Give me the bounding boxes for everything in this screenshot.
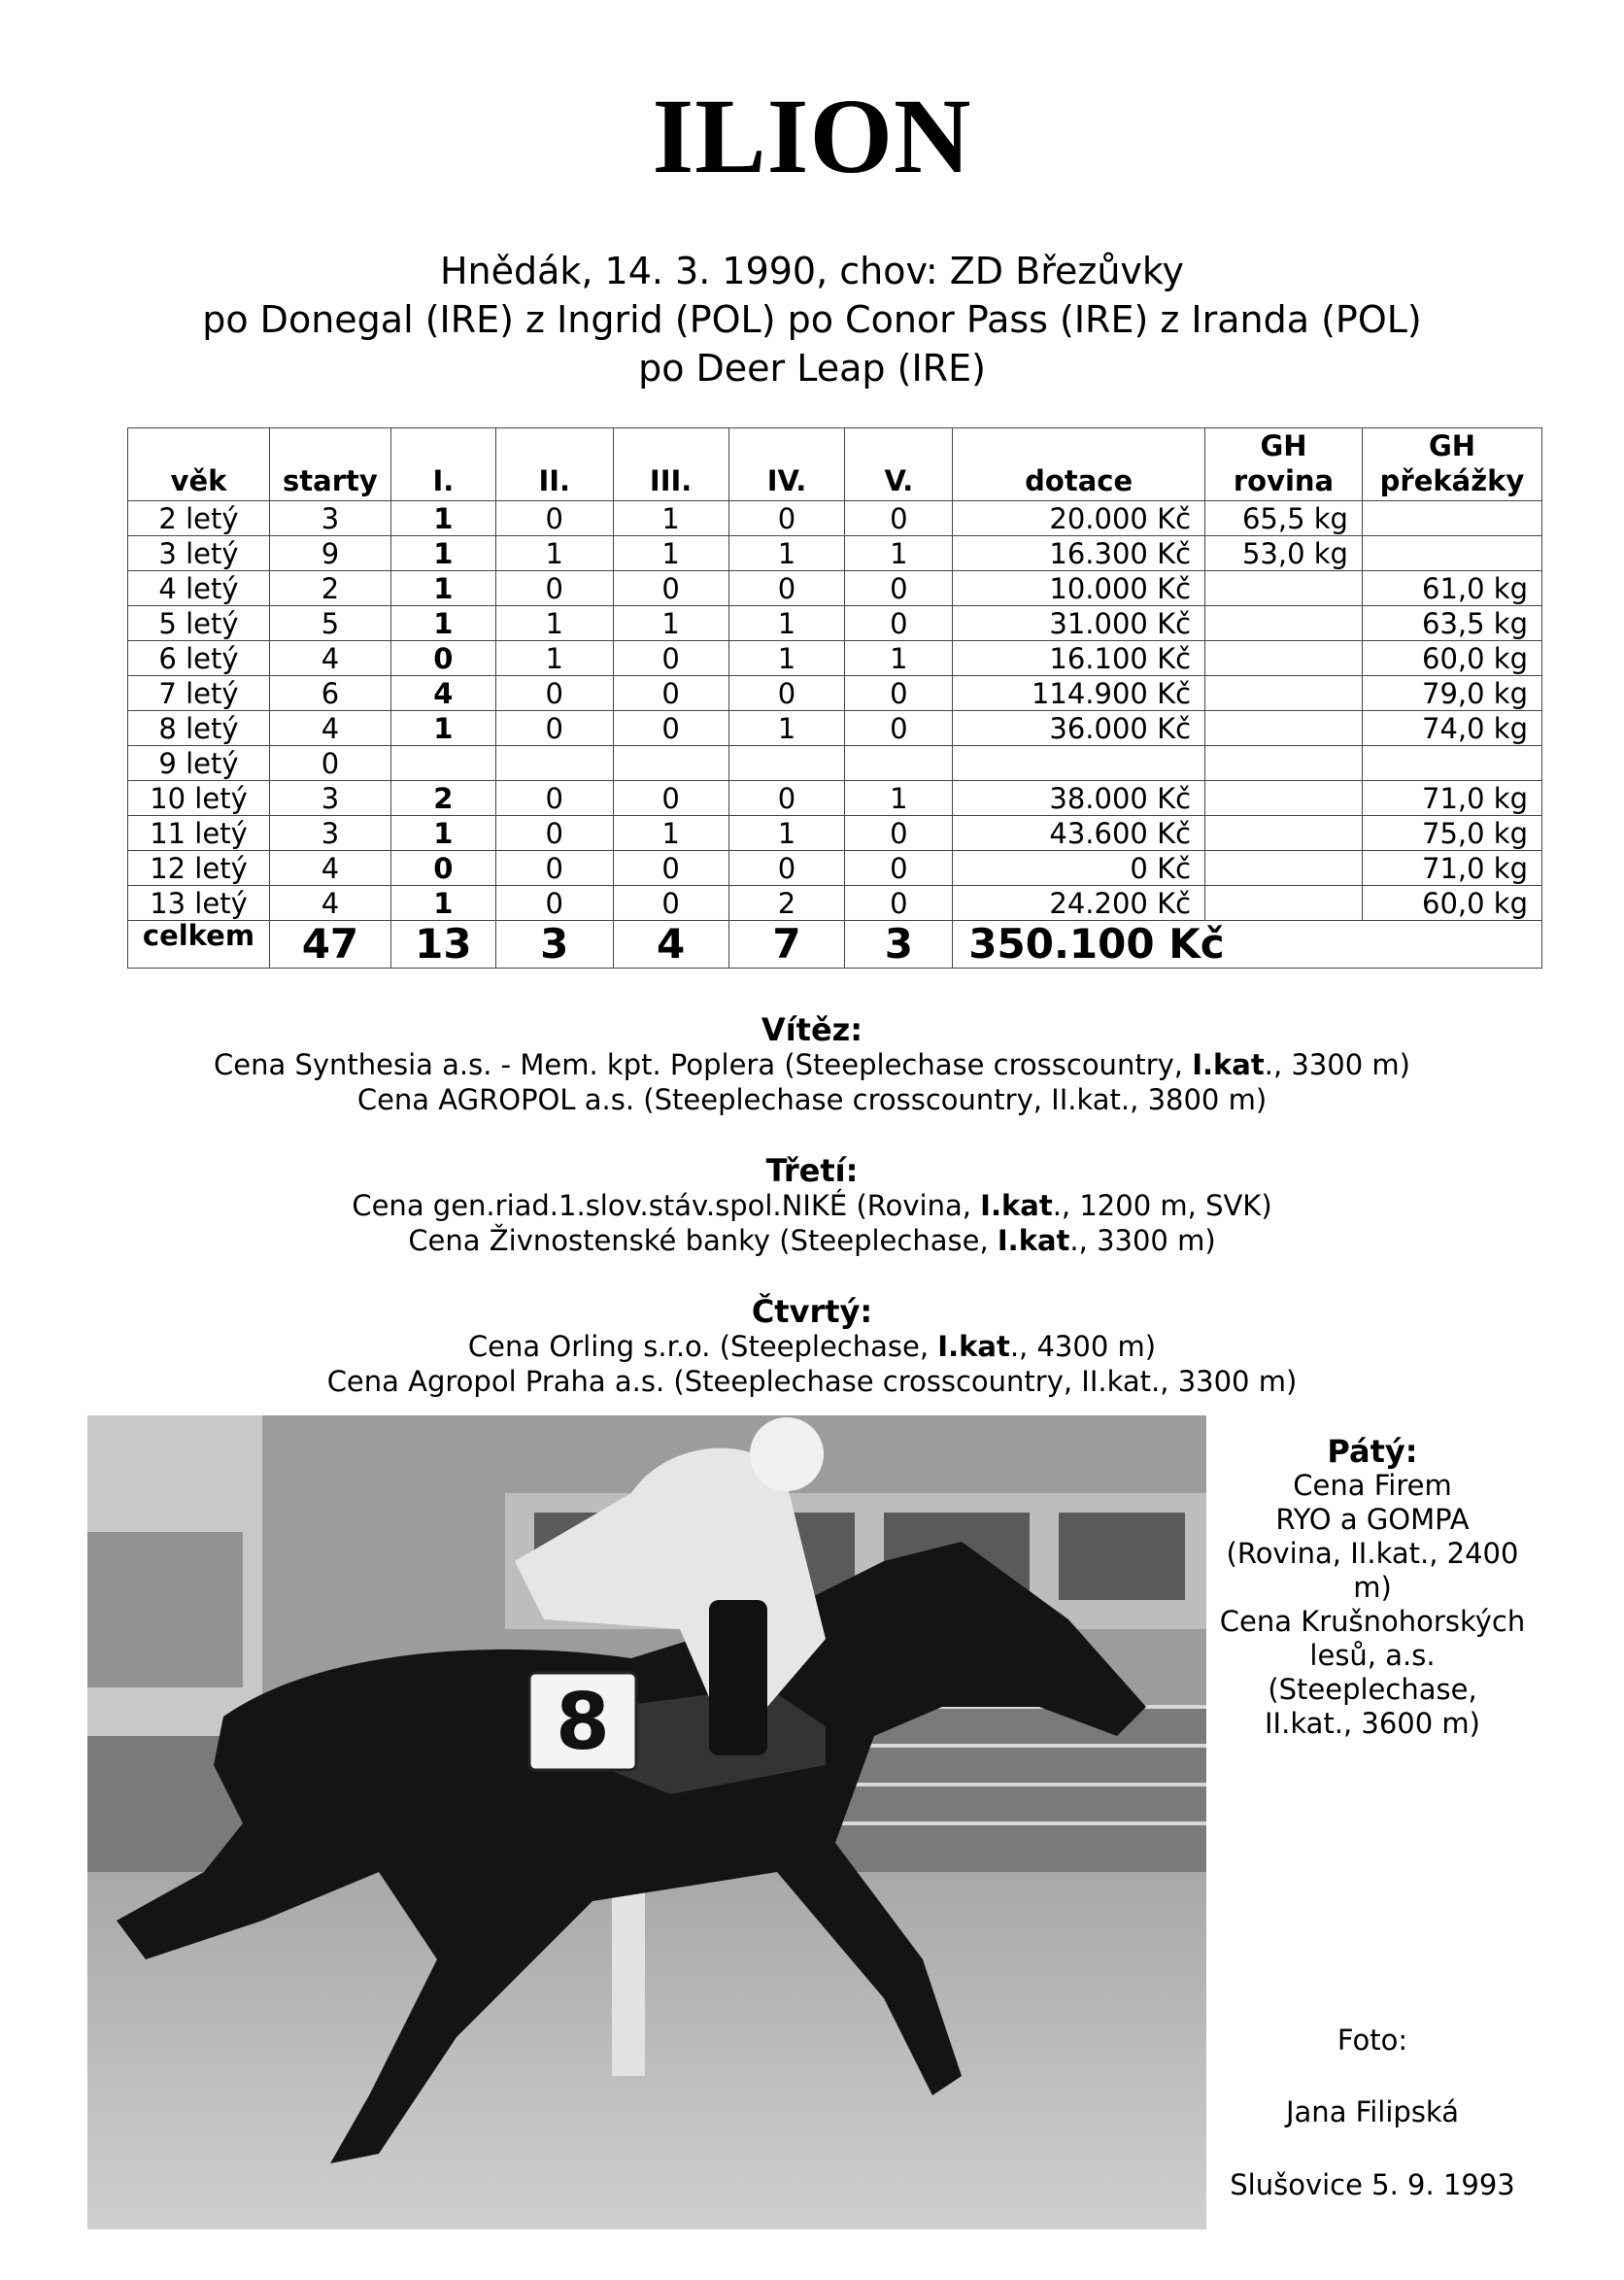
horse-photo	[87, 1415, 1206, 2229]
table-cell: 4	[390, 676, 495, 711]
fifth-line-6: (Steeplechase,	[1268, 1673, 1477, 1706]
table-header-row	[128, 428, 1542, 501]
column-header: věk	[128, 428, 270, 501]
table-cell: 0	[728, 851, 845, 886]
table-cell: 10 letý	[128, 781, 270, 816]
table-cell: 0	[495, 676, 613, 711]
fifth-line-3: (Rovina, II.kat., 2400 m)	[1226, 1537, 1519, 1604]
column-header: GH překážky	[1362, 428, 1541, 501]
table-cell: 4	[269, 711, 390, 746]
table-row	[128, 571, 1542, 606]
total-label: celkem	[128, 921, 270, 969]
table-cell: 31.000 Kč	[953, 606, 1205, 641]
table-cell: 79,0 kg	[1362, 676, 1541, 711]
table-cell: 36.000 Kč	[953, 711, 1205, 746]
table-cell: 0	[845, 711, 953, 746]
table-cell	[495, 746, 613, 781]
table-cell: 3	[269, 501, 390, 536]
table-cell: 1	[845, 781, 953, 816]
table-cell: 0	[495, 781, 613, 816]
total-cell: 3	[845, 921, 953, 969]
table-cell: 0	[845, 676, 953, 711]
fourth-section	[0, 1294, 1624, 1399]
table-cell: 1	[495, 536, 613, 571]
table-cell: 0	[495, 571, 613, 606]
table-cell: 1	[495, 606, 613, 641]
table-cell: 9 letý	[128, 746, 270, 781]
total-cell: 3	[495, 921, 613, 969]
saddle-number: 8	[556, 1677, 610, 1767]
table-cell: 0	[845, 851, 953, 886]
table-cell: 8 letý	[128, 711, 270, 746]
table-cell	[390, 746, 495, 781]
pedigree-line: po Donegal (IRE) z Ingrid (POL) po Conor Pass (IRE) z Iranda (POL)	[202, 298, 1422, 341]
race-stats-table	[127, 427, 1542, 969]
table-cell: 1	[390, 886, 495, 921]
column-header: GH rovina	[1205, 428, 1363, 501]
table-cell: 1	[845, 536, 953, 571]
table-cell	[1205, 746, 1363, 781]
pedigree-line-2: po Deer Leap (IRE)	[638, 347, 986, 390]
table-cell: 11 letý	[128, 816, 270, 851]
table-cell: 7 letý	[128, 676, 270, 711]
table-cell: 1	[728, 816, 845, 851]
table-cell: 71,0 kg	[1362, 851, 1541, 886]
table-cell	[613, 746, 728, 781]
table-cell: 2 letý	[128, 501, 270, 536]
table-cell: 2	[728, 886, 845, 921]
table-cell: 0	[495, 816, 613, 851]
photo-author: Jana Filipská	[1285, 2095, 1459, 2128]
table-cell: 0	[495, 501, 613, 536]
horse-info-line: Hnědák, 14. 3. 1990, chov: ZD Březůvky	[439, 250, 1185, 292]
column-header: III.	[613, 428, 728, 501]
table-cell: 6	[269, 676, 390, 711]
table-cell	[1205, 886, 1363, 921]
table-cell	[1205, 606, 1363, 641]
table-cell: 0	[495, 886, 613, 921]
total-cell: 47	[269, 921, 390, 969]
table-cell: 0	[845, 606, 953, 641]
table-cell: 1	[495, 641, 613, 676]
photo-place-date: Slušovice 5. 9. 1993	[1230, 2168, 1515, 2201]
table-cell	[1205, 711, 1363, 746]
table-cell: 1	[613, 816, 728, 851]
table-row	[128, 606, 1542, 641]
column-header: IV.	[728, 428, 845, 501]
fifth-line-4: Cena Krušnohorských	[1219, 1605, 1526, 1638]
table-cell: 0	[613, 571, 728, 606]
table-cell: 1	[390, 536, 495, 571]
page-title: ILION	[652, 77, 972, 195]
table-cell: 1	[613, 606, 728, 641]
table-cell: 0	[613, 641, 728, 676]
table-cell: 1	[390, 571, 495, 606]
table-cell: 20.000 Kč	[953, 501, 1205, 536]
fifth-line-5: lesů, a.s.	[1309, 1639, 1436, 1672]
column-header: starty	[269, 428, 390, 501]
table-cell: 3	[269, 781, 390, 816]
table-row	[128, 816, 1542, 851]
table-cell	[728, 746, 845, 781]
table-cell: 0	[728, 676, 845, 711]
winner-section	[0, 1012, 1624, 1117]
table-cell: 1	[613, 501, 728, 536]
table-cell: 5 letý	[128, 606, 270, 641]
table-cell: 71,0 kg	[1362, 781, 1541, 816]
table-cell: 0	[845, 571, 953, 606]
total-cell: 13	[390, 921, 495, 969]
table-cell: 4	[269, 641, 390, 676]
table-cell	[1205, 816, 1363, 851]
table-cell: 0	[613, 711, 728, 746]
total-cell: 7	[728, 921, 845, 969]
table-row	[128, 641, 1542, 676]
table-cell: 74,0 kg	[1362, 711, 1541, 746]
table-cell	[845, 746, 953, 781]
fifth-section	[1210, 1435, 1535, 1741]
fourth-race-2: Cena Agropol Praha a.s. (Steeplechase crosscountry, II.kat., 3300 m)	[326, 1365, 1298, 1398]
horse-photo-drawing	[87, 1415, 1206, 2229]
table-cell: 1	[390, 816, 495, 851]
total-row	[128, 921, 1542, 969]
table-cell: 9	[269, 536, 390, 571]
third-race-1: Cena gen.riad.1.slov.stáv.spol.NIKÉ (Rovina, I.kat., 1200 m, SVK)	[352, 1189, 1272, 1222]
table-cell: 1	[845, 641, 953, 676]
table-cell: 1	[390, 501, 495, 536]
table-cell: 12 letý	[128, 851, 270, 886]
table-cell	[1205, 851, 1363, 886]
table-cell	[1205, 781, 1363, 816]
table-cell: 4 letý	[128, 571, 270, 606]
table-cell	[1205, 676, 1363, 711]
table-row	[128, 676, 1542, 711]
table-cell	[1205, 641, 1363, 676]
table-cell: 13 letý	[128, 886, 270, 921]
total-prize: 350.100 Kč	[953, 921, 1542, 969]
photo-label: Foto:	[1336, 2024, 1408, 2057]
table-cell: 1	[728, 606, 845, 641]
winner-heading: Vítěz:	[761, 1011, 863, 1048]
table-cell: 0	[269, 746, 390, 781]
fifth-line-2: RYO a GOMPA	[1275, 1503, 1470, 1536]
table-cell	[1362, 536, 1541, 571]
table-cell: 2	[269, 571, 390, 606]
table-cell: 0	[728, 781, 845, 816]
table-cell: 0	[390, 641, 495, 676]
table-cell: 0	[728, 501, 845, 536]
table-cell: 0	[613, 851, 728, 886]
third-race-2: Cena Živnostenské banky (Steeplechase, I.kat., 3300 m)	[408, 1224, 1216, 1257]
table-row	[128, 781, 1542, 816]
table-cell: 0	[845, 816, 953, 851]
table-cell: 1	[390, 711, 495, 746]
fourth-heading: Čtvrtý:	[751, 1293, 873, 1330]
table-cell: 5	[269, 606, 390, 641]
fifth-line-1: Cena Firem	[1293, 1469, 1452, 1502]
table-row	[128, 746, 1542, 781]
table-cell: 1	[390, 606, 495, 641]
table-cell: 0	[728, 571, 845, 606]
table-cell	[1362, 501, 1541, 536]
third-section	[0, 1153, 1624, 1258]
table-cell: 0	[613, 886, 728, 921]
table-cell: 0	[845, 501, 953, 536]
table-cell: 1	[728, 711, 845, 746]
table-cell: 16.100 Kč	[953, 641, 1205, 676]
column-header: I.	[390, 428, 495, 501]
table-cell: 6 letý	[128, 641, 270, 676]
table-cell: 0	[845, 886, 953, 921]
table-cell: 38.000 Kč	[953, 781, 1205, 816]
winner-race-2: Cena AGROPOL a.s. (Steeplechase crosscountry, II.kat., 3800 m)	[356, 1083, 1268, 1116]
table-cell: 1	[728, 536, 845, 571]
column-header: II.	[495, 428, 613, 501]
fourth-race-1: Cena Orling s.r.o. (Steeplechase, I.kat., 4300 m)	[467, 1330, 1157, 1363]
table-cell: 65,5 kg	[1205, 501, 1363, 536]
table-cell: 0	[495, 711, 613, 746]
table-cell: 1	[613, 536, 728, 571]
table-cell: 60,0 kg	[1362, 886, 1541, 921]
fifth-heading: Pátý:	[1327, 1433, 1418, 1470]
fifth-line-7: II.kat., 3600 m)	[1265, 1707, 1480, 1740]
table-cell: 4	[269, 851, 390, 886]
table-row	[128, 536, 1542, 571]
table-cell: 63,5 kg	[1362, 606, 1541, 641]
table-row	[128, 711, 1542, 746]
table-cell	[1362, 746, 1541, 781]
table-cell: 24.200 Kč	[953, 886, 1205, 921]
table-cell: 0	[613, 676, 728, 711]
table-cell: 53,0 kg	[1205, 536, 1363, 571]
table-cell	[953, 746, 1205, 781]
table-cell: 114.900 Kč	[953, 676, 1205, 711]
table-cell: 2	[390, 781, 495, 816]
table-cell: 61,0 kg	[1362, 571, 1541, 606]
winner-race-1: Cena Synthesia a.s. - Mem. kpt. Poplera (Steeplechase crosscountry, I.kat., 3300 m)	[213, 1048, 1410, 1081]
table-cell	[1205, 571, 1363, 606]
table-row	[128, 501, 1542, 536]
table-cell: 0 Kč	[953, 851, 1205, 886]
table-cell: 60,0 kg	[1362, 641, 1541, 676]
table-cell: 1	[728, 641, 845, 676]
table-cell: 4	[269, 886, 390, 921]
table-cell: 10.000 Kč	[953, 571, 1205, 606]
column-header: V.	[845, 428, 953, 501]
table-cell: 43.600 Kč	[953, 816, 1205, 851]
table-row	[128, 886, 1542, 921]
table-cell: 0	[495, 851, 613, 886]
table-row	[128, 851, 1542, 886]
table-cell: 16.300 Kč	[953, 536, 1205, 571]
total-cell: 4	[613, 921, 728, 969]
table-cell: 0	[390, 851, 495, 886]
table-cell: 0	[613, 781, 728, 816]
column-header: dotace	[953, 428, 1205, 501]
table-cell: 75,0 kg	[1362, 816, 1541, 851]
table-cell: 3 letý	[128, 536, 270, 571]
third-heading: Třetí:	[765, 1152, 859, 1189]
table-cell: 3	[269, 816, 390, 851]
